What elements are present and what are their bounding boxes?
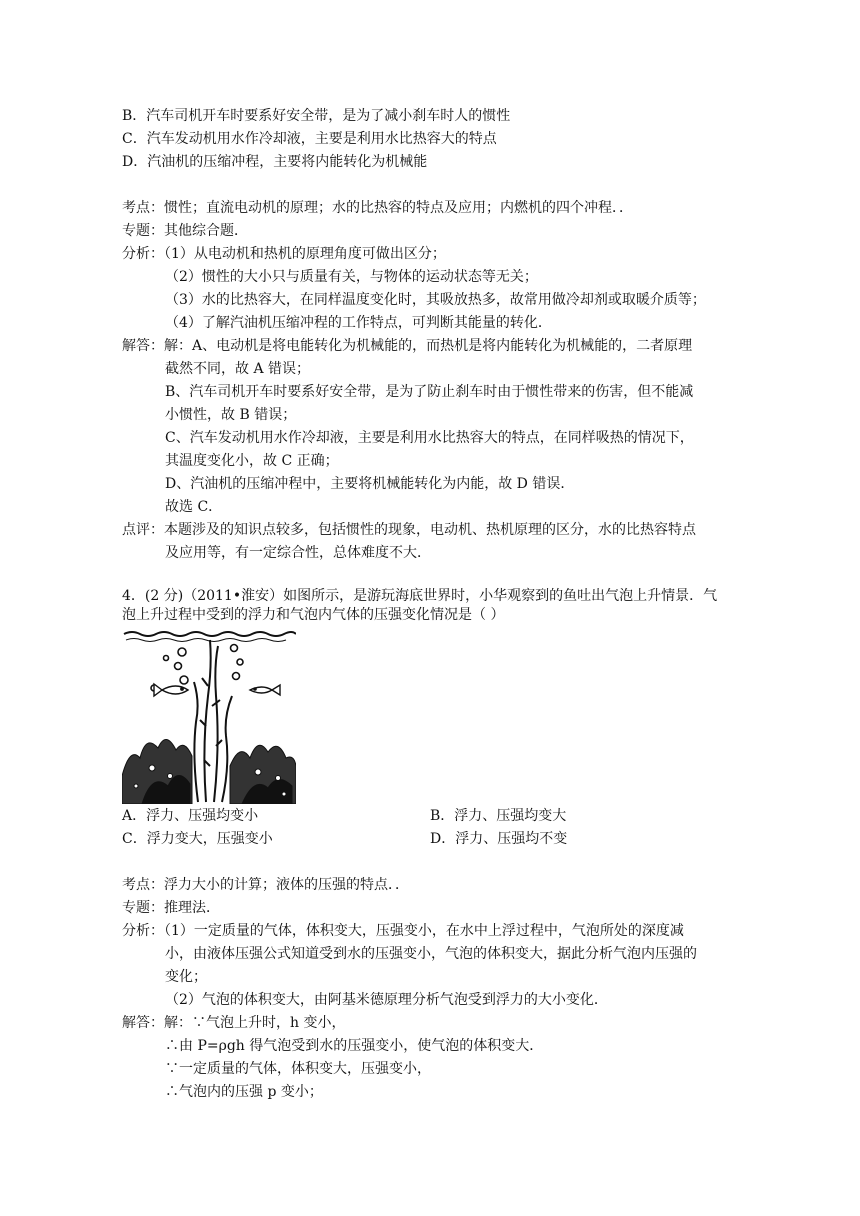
q4-jieda-line: 解答：解：∵气泡上升时，h 变小， [122,1015,346,1031]
q3-option-d: D．汽油机的压缩冲程，主要将内能转化为机械能 [122,154,428,170]
q4-stem-line: 泡上升过程中受到的浮力和气泡内气体的压强变化情况是（ ） [122,607,505,623]
q3-jieda-line: 其温度变化小，故 C 正确； [165,453,339,469]
q3-jieda-line: 小惯性，故 B 错误； [165,407,297,423]
q3-option-b: B．汽车司机开车时要系好安全带，是为了减小刹车时人的惯性 [122,108,511,124]
fish [154,684,280,696]
q4-fenxi-line: （2）气泡的体积变大，由阿基米德原理分析气泡受到浮力的大小变化． [165,992,608,1008]
q4-jieda-line: ∵一定质量的气体，体积变大，压强变小， [165,1061,431,1077]
q3-dianping-line: 点评：本题涉及的知识点较多，包括惯性的现象，电动机、热机原理的区分，水的比热容特点 [122,522,696,538]
q3-zhuanti: 专题：其他综合题． [122,223,248,239]
q3-kaodian: 考点：惯性；直流电动机的原理；水的比热容的特点及应用；内燃机的四个冲程．． [122,200,633,216]
water-surface-line [124,632,296,636]
q3-jieda-line: B、汽车司机开车时要系好安全带，是为了防止刹车时由于惯性带来的伤害，但不能减 [165,384,694,400]
q3-dianping-line: 及应用等，有一定综合性，总体难度不大． [165,545,431,561]
q3-fenxi-line: （4）了解汽油机压缩冲程的工作特点，可判断其能量的转化． [165,315,552,331]
q4-kaodian: 考点：浮力大小的计算；液体的压强的特点．． [122,877,409,893]
q3-option-c: C．汽车发动机用水作冷却液，主要是利用水比热容大的特点 [122,131,497,147]
q3-fenxi-line: （3）水的比热容大，在同样温度变化时，其吸放热多，故常用做冷却剂或取暖介质等； [165,292,706,308]
q4-jieda-line: ∴气泡内的压强 p 变小； [165,1084,323,1100]
q4-option-a: A．浮力、压强均变小 [122,808,259,824]
q3-jieda-line: 截然不同，故 A 错误； [165,361,311,377]
q4-option-b: B．浮力、压强均变大 [430,808,567,824]
q3-jieda-line: 解答：解：A、电动机是将电能转化为机械能的，而热机是将内能转化为机械能的，二者原理 [122,338,693,354]
bubbles [151,645,243,692]
coral-rocks [122,739,296,804]
q4-jieda-line: ∴由 P=ρgh 得气泡受到水的压强变小，使气泡的体积变大． [165,1038,544,1054]
q3-fenxi-line: （2）惯性的大小只与质量有关，与物体的运动状态等无关； [165,269,538,285]
water-surface-line [126,639,286,642]
q4-fenxi-line: 变化； [165,969,207,985]
q3-jieda-line: D、汽油机的压缩冲程中，主要将机械能转化为内能，故 D 错误． [165,476,575,492]
underwater-scene-figure [122,626,296,804]
q4-fenxi-line: 分析：（1）一定质量的气体，体积变大，压强变小，在水中上浮过程中，气泡所处的深度减 [122,923,684,939]
q3-jieda-line: C、汽车发动机用水作冷却液，主要是利用水比热容大的特点，在同样吸热的情况下， [165,430,694,446]
seaweed [194,640,232,802]
q4-option-d: D．浮力、压强均不变 [430,831,568,847]
q3-fenxi-line: 分析：（1）从电动机和热机的原理角度可做出区分； [122,246,446,262]
q3-jieda-line: 故选 C． [165,499,223,515]
q4-fenxi-line: 小，由液体压强公式知道受到水的压强变小，气泡的体积变大，据此分析气泡内压强的 [165,946,697,962]
q4-stem-line: 4．(2 分)（2011•淮安）如图所示，是游玩海底世界时，小华观察到的鱼吐出气泡上升情景．气 [122,588,718,604]
q4-zhuanti: 专题：推理法． [122,900,220,916]
q4-option-c: C．浮力变大，压强变小 [122,831,273,847]
